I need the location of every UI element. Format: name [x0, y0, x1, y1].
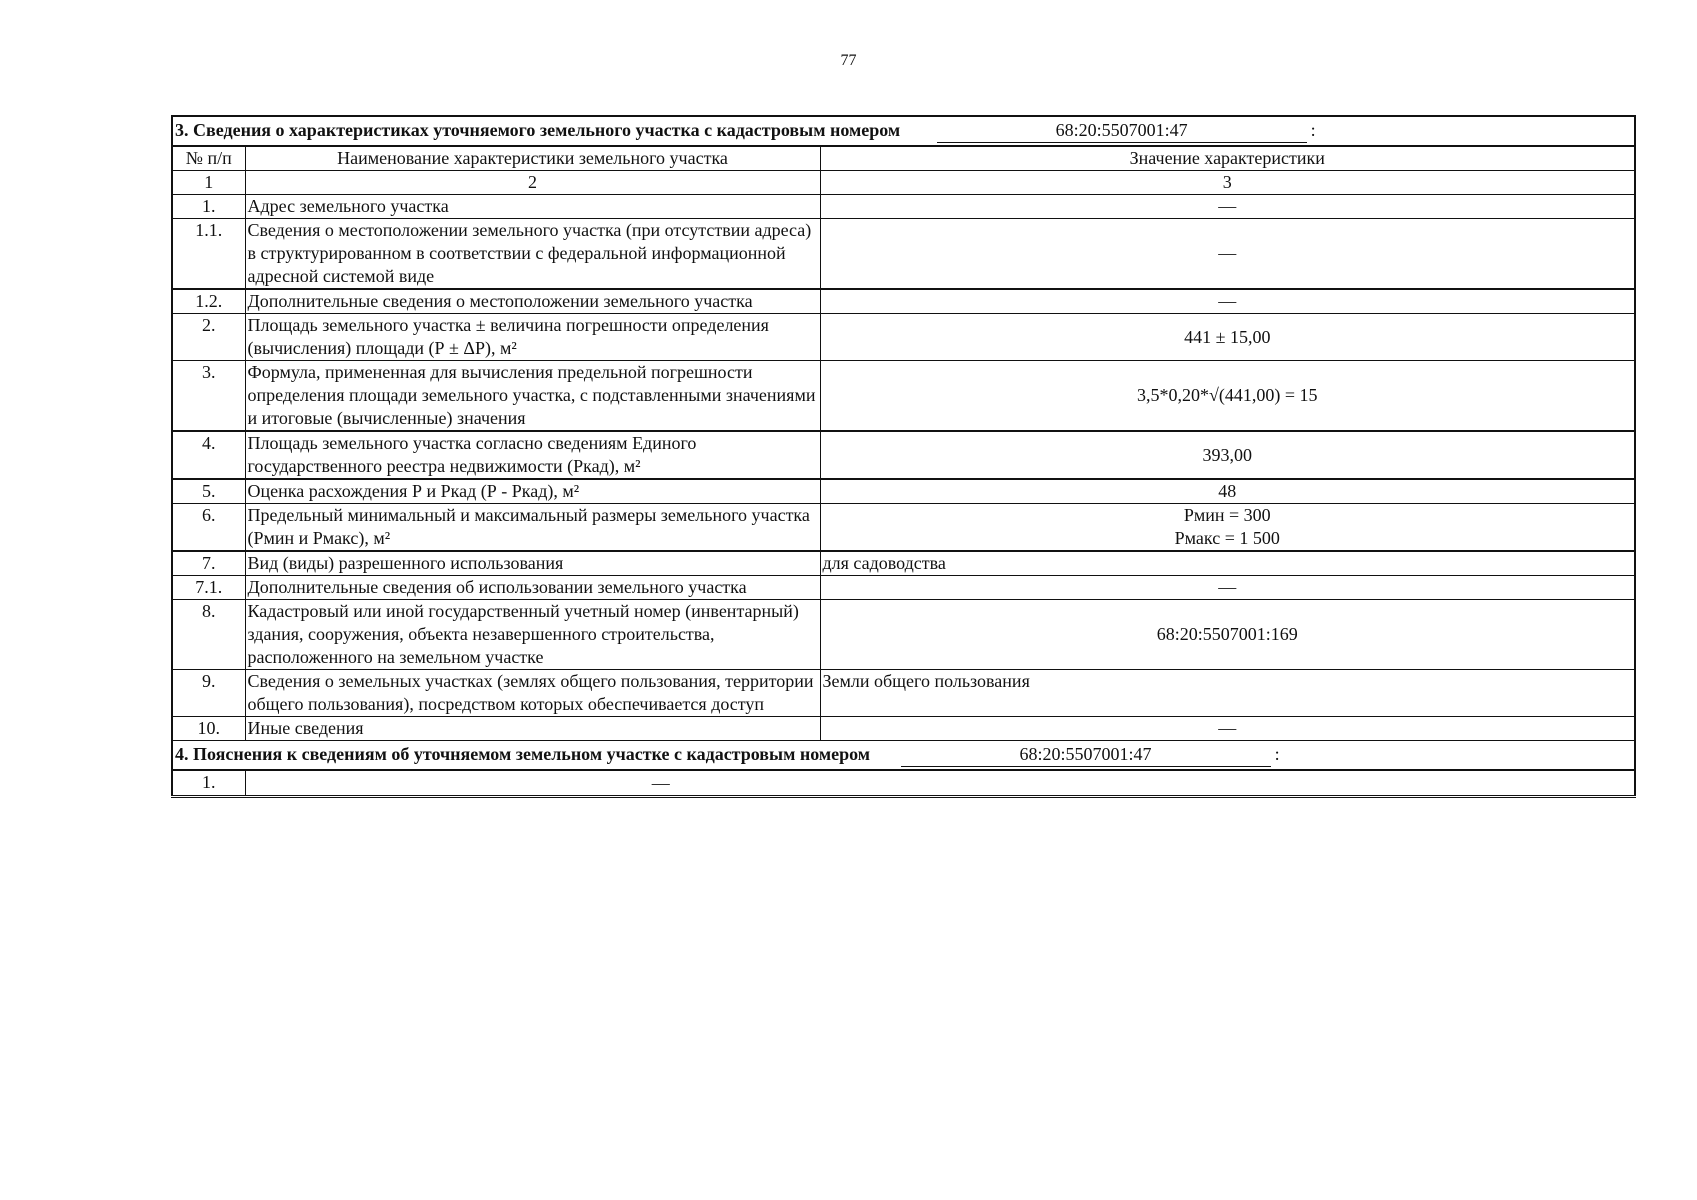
column-header-num: № п/п [172, 146, 245, 171]
row-value: — [820, 576, 1635, 600]
row-name: Предельный минимальный и максимальный размеры земельного участка (Рмин и Рмакс), м² [245, 504, 820, 552]
row-value: 48 [820, 479, 1635, 504]
row-number: 1. [172, 770, 245, 797]
table-row [172, 717, 1635, 741]
row-number: 9. [172, 670, 245, 717]
section-4-colon: : [1274, 744, 1280, 764]
table-row [172, 551, 1635, 576]
row-value: для садоводства [820, 551, 1635, 576]
table-row [172, 600, 1635, 670]
section-4-cadastral-number: 68:20:5507001:47 [901, 743, 1271, 767]
section-3-cadastral-number: 68:20:5507001:47 [937, 119, 1307, 143]
column-header-name: Наименование характеристики земельного участка [245, 146, 820, 171]
table-row [172, 770, 1635, 797]
row-number: 8. [172, 600, 245, 670]
row-value: 441 ± 15,00 [820, 314, 1635, 361]
row-name: Сведения о местоположении земельного участка (при отсутствии адреса) в структурированном в соответствии с федеральной информационной адресной системой виде [245, 219, 820, 290]
table-row [172, 670, 1635, 717]
row-number: 4. [172, 431, 245, 479]
row-name: Оценка расхождения Р и Ркад (Р - Ркад), м² [245, 479, 820, 504]
row-name: Иные сведения [245, 717, 820, 741]
row-name: Площадь земельного участка ± величина погрешности определения (вычисления) площади (Р ± ΔР), м² [245, 314, 820, 361]
section-4-header [172, 741, 1635, 771]
row-number: 7. [172, 551, 245, 576]
table-row [172, 219, 1635, 290]
table-row [172, 195, 1635, 219]
row-number: 1.2. [172, 289, 245, 314]
row-value: 3,5*0,20*√(441,00) = 15 [820, 361, 1635, 432]
table-row [172, 431, 1635, 479]
section-3-header [172, 116, 1635, 146]
row-number: 2. [172, 314, 245, 361]
column-header-value: Значение характеристики [820, 146, 1635, 171]
table-row [172, 289, 1635, 314]
row-value: — [820, 195, 1635, 219]
row-name: Сведения о земельных участках (землях общего пользования, территории общего пользования), посредством которых обеспечивается доступ [245, 670, 820, 717]
row-number: 6. [172, 504, 245, 552]
row-value-range [820, 504, 1635, 552]
row-number: 1. [172, 195, 245, 219]
page-number: 77 [840, 52, 857, 69]
row-number: 3. [172, 361, 245, 432]
row-value-max: Рмакс = 1 500 [1174, 528, 1280, 548]
row-name: Формула, примененная для вычисления предельной погрешности определения площади земельного участка, с подставленными значениями и итоговые (вычисленные) значения [245, 361, 820, 432]
row-number: 10. [172, 717, 245, 741]
row-name: Площадь земельного участка согласно сведениям Единого государственного реестра недвижимости (Ркад), м² [245, 431, 820, 479]
row-name: Дополнительные сведения о местоположении земельного участка [245, 289, 820, 314]
row-name: Вид (виды) разрешенного использования [245, 551, 820, 576]
column-index-num: 1 [172, 171, 245, 195]
row-value: — [820, 717, 1635, 741]
row-value: — [820, 289, 1635, 314]
column-header-row [172, 146, 1635, 171]
row-value: — [245, 770, 1635, 797]
row-value: — [820, 219, 1635, 290]
section-4-title: 4. Пояснения к сведениям об уточняемом земельном участке с кадастровым номером [175, 744, 871, 764]
row-value: 68:20:5507001:169 [820, 600, 1635, 670]
row-number: 5. [172, 479, 245, 504]
column-index-value: 3 [820, 171, 1635, 195]
table-row [172, 479, 1635, 504]
row-name: Адрес земельного участка [245, 195, 820, 219]
row-name: Кадастровый или иной государственный учетный номер (инвентарный) здания, сооружения, объекта незавершенного строительства, расположенного на земельном участке [245, 600, 820, 670]
row-value: Земли общего пользования [820, 670, 1635, 717]
table-row [172, 314, 1635, 361]
table-row [172, 361, 1635, 432]
row-value-min: Рмин = 300 [1183, 505, 1271, 525]
land-plot-characteristics-table [171, 115, 1636, 798]
row-number: 7.1. [172, 576, 245, 600]
section-3-colon: : [1310, 120, 1316, 140]
row-value: 393,00 [820, 431, 1635, 479]
row-number: 1.1. [172, 219, 245, 290]
row-name: Дополнительные сведения об использовании земельного участка [245, 576, 820, 600]
column-index-row [172, 171, 1635, 195]
table-row [172, 504, 1635, 552]
section-3-title: 3. Сведения о характеристиках уточняемого земельного участка с кадастровым номером [175, 120, 901, 140]
column-index-name: 2 [245, 171, 820, 195]
table-row [172, 576, 1635, 600]
